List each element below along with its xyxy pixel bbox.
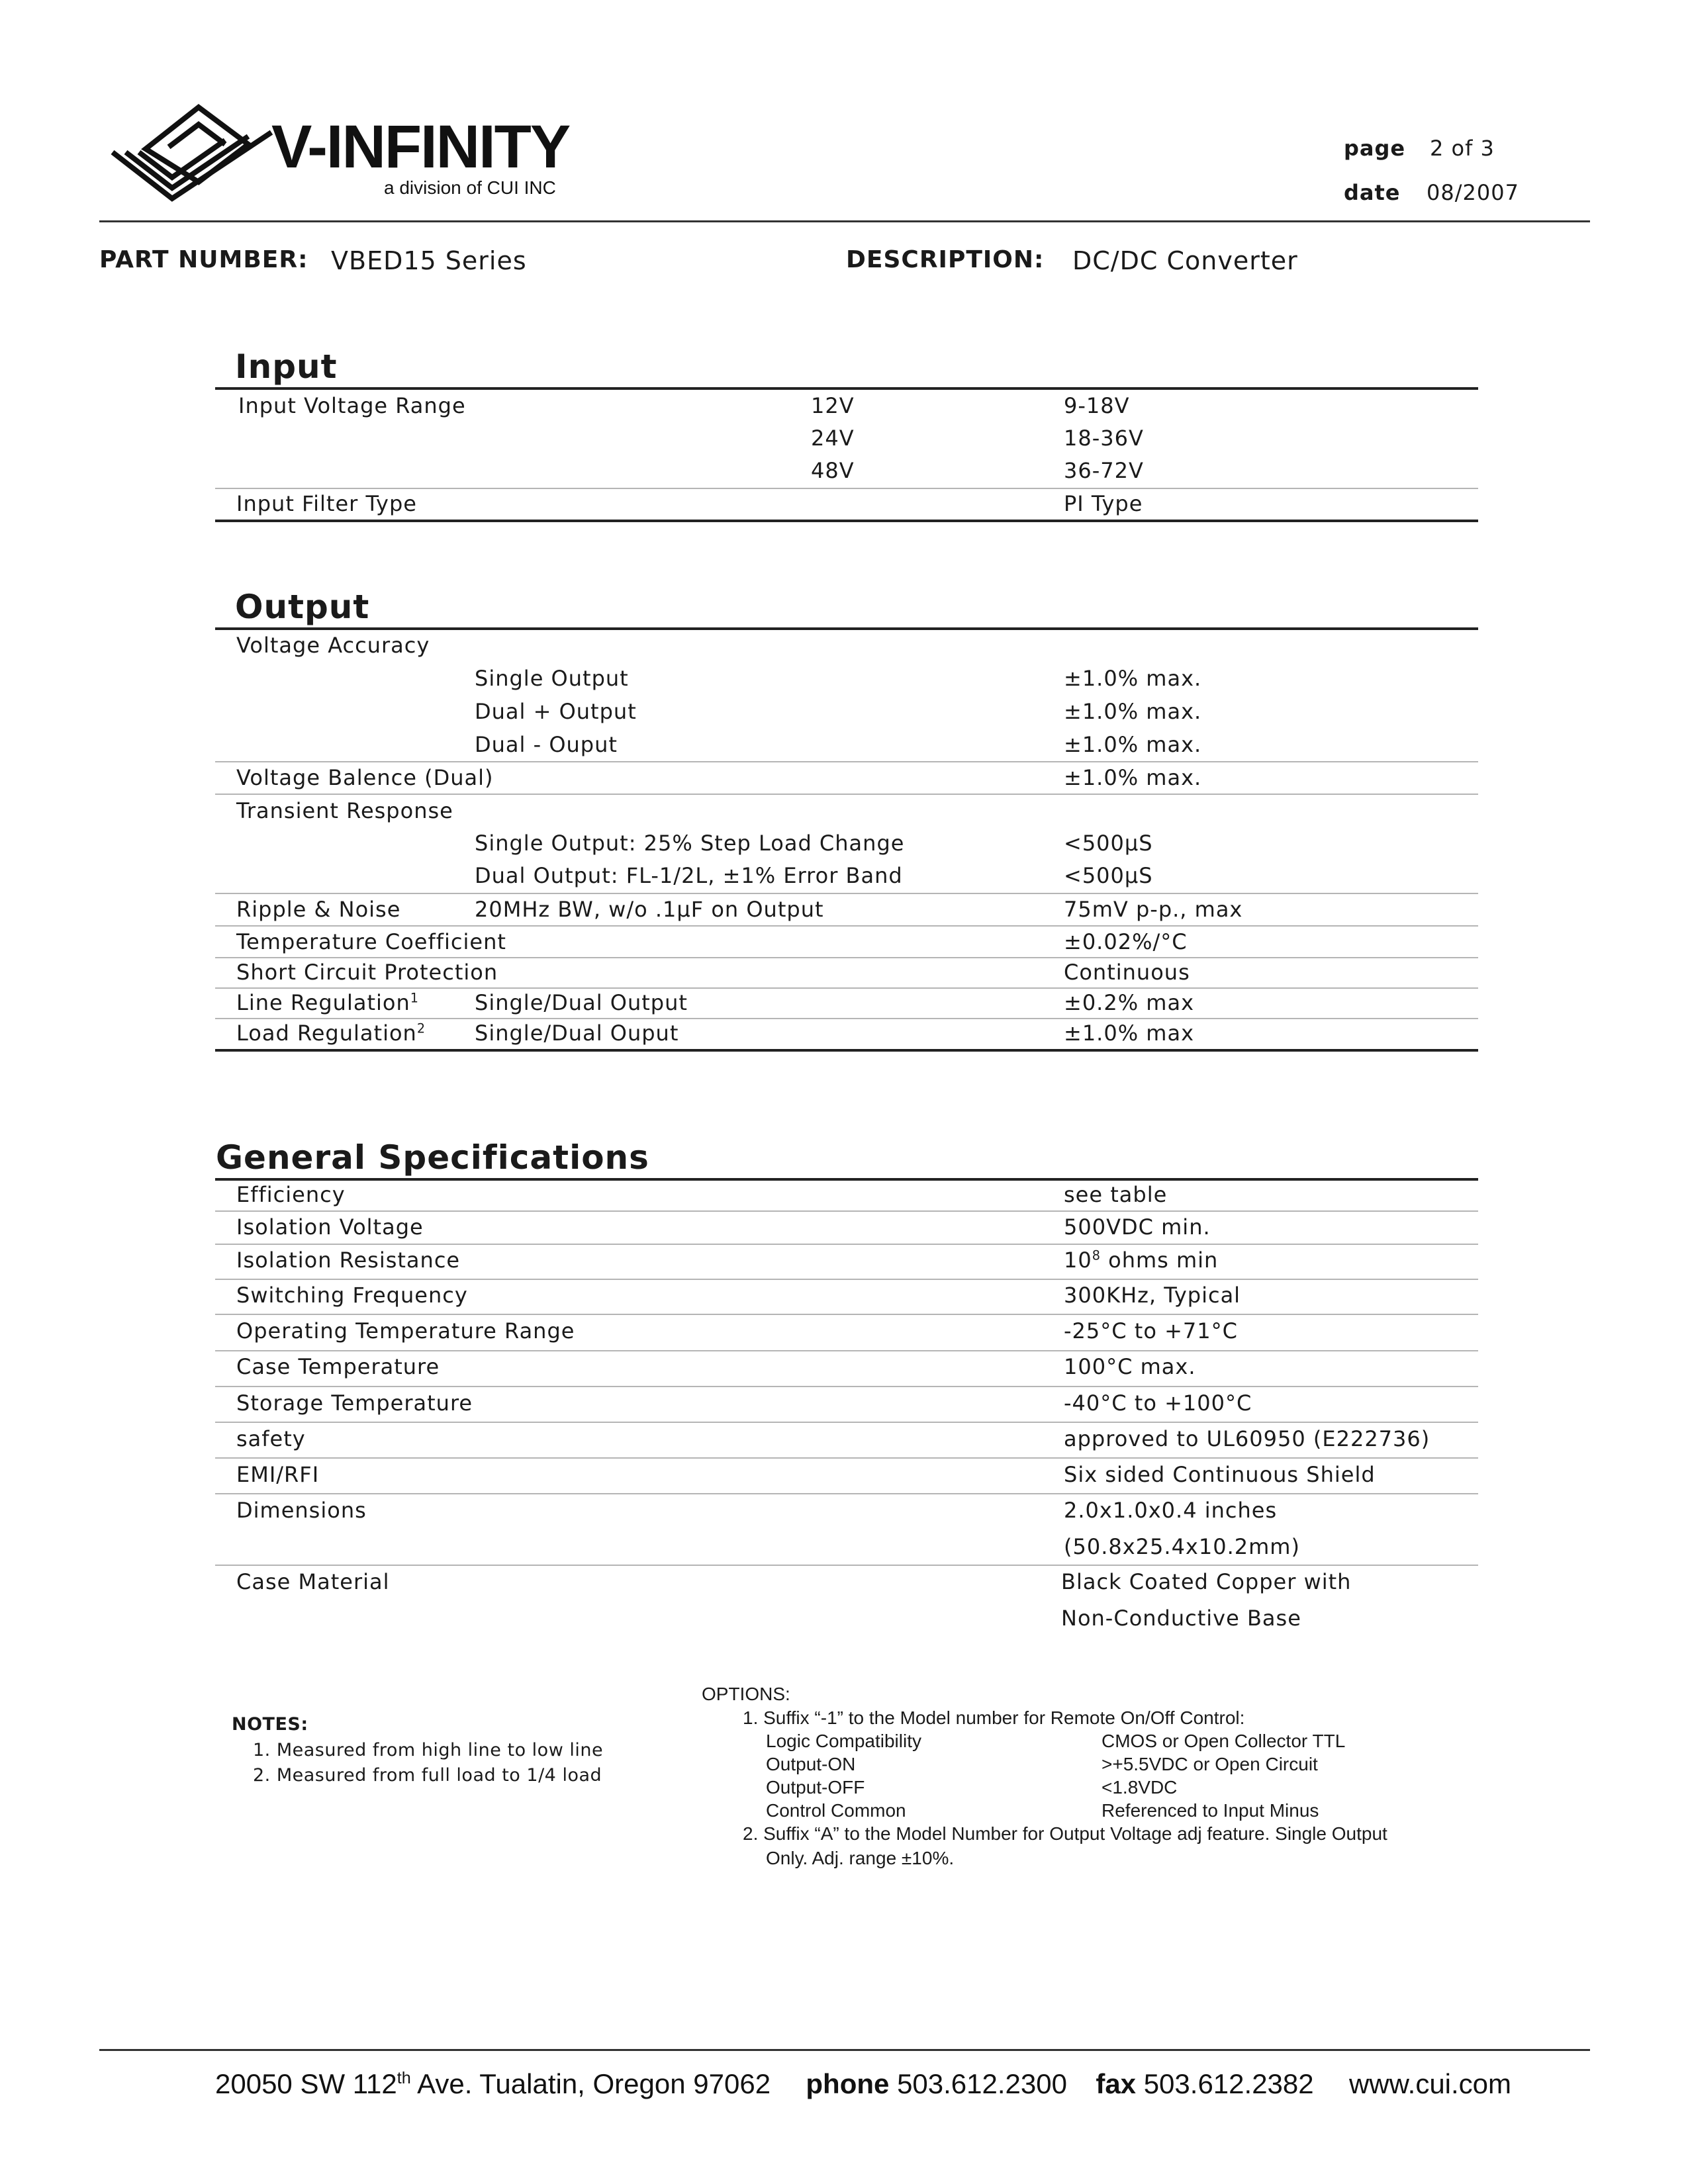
- spec-dimensions-value-metric: (50.8x25.4x10.2mm): [1064, 1534, 1300, 1559]
- spec-case-material-value: Black Coated Copper with: [1061, 1569, 1352, 1594]
- accuracy-dual-plus-value: ±1.0% max.: [1064, 699, 1202, 724]
- voltage-balance-value: ±1.0% max.: [1064, 765, 1202, 790]
- spec-storage-temp-value: -40°C to +100°C: [1064, 1390, 1252, 1416]
- spec-dimensions-label: Dimensions: [236, 1498, 367, 1523]
- option-2: 2. Suffix “A” to the Model Number for Output Voltage adj feature. Single Output: [743, 1823, 1387, 1844]
- input-row-divider: [215, 488, 1478, 489]
- description-label: DESCRIPTION:: [846, 246, 1045, 273]
- short-circuit-value: Continuous: [1064, 960, 1190, 985]
- option-common-value: Referenced to Input Minus: [1102, 1800, 1319, 1821]
- temp-coefficient-value: ±0.02%/°C: [1064, 929, 1188, 954]
- spec-isolation-resistance-value: $10^8$ ohms min: [1064, 1248, 1219, 1273]
- footer-website-link[interactable]: www.cui.com: [1348, 2068, 1512, 2099]
- part-number-label: PART NUMBER:: [99, 246, 308, 273]
- footer-address: 20050 SW 112th Ave. Tualatin, Oregon 97062: [215, 2068, 771, 2099]
- spec-operating-temp-label: Operating Temperature Range: [236, 1318, 575, 1343]
- part-number-value: VBED15 Series: [331, 246, 527, 275]
- voltage-balance-label: Voltage Balence (Dual): [236, 765, 494, 790]
- output-section-title: Output: [235, 588, 370, 626]
- page-label: page: [1344, 136, 1406, 161]
- option-2-continued: Only. Adj. range ±10%.: [766, 1848, 955, 1868]
- option-on-value: >+5.5VDC or Open Circuit: [1102, 1754, 1318, 1774]
- input-filter-value: PI Type: [1064, 491, 1143, 516]
- note-2: 2. Measured from full load to 1/4 load: [253, 1765, 602, 1786]
- output-divider-6: [215, 987, 1478, 989]
- notes-title: NOTES:: [232, 1714, 308, 1735]
- voltage-accuracy-label: Voltage Accuracy: [236, 633, 430, 658]
- load-regulation-label: Load Regulation$^2$: [236, 1021, 426, 1046]
- output-divider-3: [215, 893, 1478, 894]
- spec-switching-frequency-value: 300KHz, Typical: [1064, 1283, 1241, 1308]
- output-divider-7: [215, 1018, 1478, 1019]
- output-divider-5: [215, 957, 1478, 958]
- footer-phone: 503.612.2300: [897, 2068, 1067, 2099]
- spec-safety-value: approved to UL60950 (E222736): [1064, 1426, 1430, 1451]
- input-bottom-rule: [215, 520, 1478, 522]
- line-regulation-value: ±0.2% max: [1064, 990, 1194, 1015]
- transient-response-label: Transient Response: [236, 798, 453, 823]
- option-logic-value: CMOS or Open Collector TTL: [1102, 1731, 1346, 1751]
- general-divider: [215, 1350, 1478, 1351]
- input-top-rule: [215, 387, 1478, 390]
- accuracy-dual-minus-label: Dual - Ouput: [475, 732, 618, 757]
- general-divider: [215, 1493, 1478, 1494]
- accuracy-single-label: Single Output: [475, 666, 629, 691]
- header-divider: [99, 220, 1590, 222]
- date-value: 08/2007: [1427, 180, 1519, 205]
- spec-emi-label: EMI/RFI: [236, 1462, 320, 1487]
- transient-dual-label: Dual Output: FL-1/2L, ±1% Error Band: [475, 863, 903, 888]
- accuracy-dual-minus-value: ±1.0% max.: [1064, 732, 1202, 757]
- footer-fax-label: fax: [1096, 2068, 1137, 2099]
- general-divider: [215, 1244, 1478, 1245]
- output-divider-4: [215, 925, 1478, 927]
- general-divider: [215, 1386, 1478, 1387]
- ripple-noise-label: Ripple & Noise: [236, 897, 401, 922]
- note-1: 1. Measured from high line to low line: [253, 1740, 604, 1760]
- transient-dual-value: <500µS: [1064, 863, 1153, 888]
- general-top-rule: [215, 1178, 1478, 1181]
- spec-dimensions-value: 2.0x1.0x0.4 inches: [1064, 1498, 1278, 1523]
- output-bottom-rule: [215, 1049, 1478, 1052]
- spec-operating-temp-value: -25°C to +71°C: [1064, 1318, 1238, 1343]
- note-ref-1: 1: [410, 990, 419, 1006]
- note-ref-2: 2: [416, 1021, 426, 1036]
- footer-contact: [215, 2068, 1511, 2100]
- accuracy-single-value: ±1.0% max.: [1064, 666, 1202, 691]
- spec-safety-label: safety: [236, 1426, 306, 1451]
- general-divider: [215, 1314, 1478, 1315]
- option-off-value: <1.8VDC: [1102, 1777, 1178, 1797]
- option-logic-label: Logic Compatibility: [766, 1731, 921, 1751]
- logo: [106, 99, 583, 205]
- load-regulation-value: ±1.0% max: [1064, 1021, 1194, 1046]
- input-range-24v: 18-36V: [1064, 426, 1144, 451]
- general-section-title: General Specifications: [216, 1138, 649, 1177]
- spec-case-material-value-2: Non-Conductive Base: [1061, 1606, 1301, 1631]
- page-value: 2 of 3: [1430, 136, 1495, 161]
- description-value: DC/DC Converter: [1072, 246, 1298, 275]
- spec-efficiency-value: see table: [1064, 1182, 1168, 1207]
- general-divider: [215, 1422, 1478, 1423]
- spec-switching-frequency-label: Switching Frequency: [236, 1283, 468, 1308]
- short-circuit-label: Short Circuit Protection: [236, 960, 498, 985]
- option-off-label: Output-OFF: [766, 1777, 865, 1797]
- ripple-noise-value: 75mV p-p., max: [1064, 897, 1243, 922]
- temp-coefficient-label: Temperature Coefficient: [236, 929, 506, 954]
- spec-storage-temp-label: Storage Temperature: [236, 1390, 473, 1416]
- spec-isolation-voltage-value: 500VDC min.: [1064, 1214, 1211, 1240]
- spec-isolation-voltage-label: Isolation Voltage: [236, 1214, 424, 1240]
- output-divider-2: [215, 794, 1478, 795]
- line-regulation-condition: Single/Dual Output: [475, 990, 688, 1015]
- load-regulation-condition: Single/Dual Ouput: [475, 1021, 679, 1046]
- input-range-12v: 9-18V: [1064, 393, 1130, 418]
- division-text: a division of CUI INC: [384, 177, 556, 198]
- output-top-rule: [215, 627, 1478, 630]
- spec-case-temp-label: Case Temperature: [236, 1354, 440, 1379]
- input-range-48v: 36-72V: [1064, 458, 1144, 483]
- option-1: 1. Suffix “-1” to the Model number for Remote On/Off Control:: [743, 1707, 1245, 1728]
- input-nominal-48v: 48V: [811, 458, 855, 483]
- accuracy-dual-plus-label: Dual + Output: [475, 699, 637, 724]
- ripple-noise-condition: 20MHz BW, w/o .1µF on Output: [475, 897, 824, 922]
- footer-phone-label: phone: [806, 2068, 890, 2099]
- spec-case-material-label: Case Material: [236, 1569, 390, 1594]
- input-section-title: Input: [235, 347, 338, 386]
- spec-isolation-resistance-label: Isolation Resistance: [236, 1248, 461, 1273]
- option-on-label: Output-ON: [766, 1754, 856, 1774]
- line-regulation-label: Line Regulation$^1$: [236, 990, 419, 1015]
- footer-divider: [99, 2049, 1590, 2051]
- spec-case-temp-value: 100°C max.: [1064, 1354, 1196, 1379]
- option-common-label: Control Common: [766, 1800, 906, 1821]
- brand-name: V-INFINITY: [271, 113, 570, 181]
- input-voltage-range-label: Input Voltage Range: [238, 393, 466, 418]
- v-infinity-logo-icon: [106, 99, 285, 205]
- general-divider: [215, 1457, 1478, 1459]
- transient-single-value: <500µS: [1064, 831, 1153, 856]
- general-divider: [215, 1210, 1478, 1212]
- input-nominal-12v: 12V: [811, 393, 855, 418]
- transient-single-label: Single Output: 25% Step Load Change: [475, 831, 905, 856]
- date-label: date: [1344, 180, 1401, 205]
- output-divider-1: [215, 761, 1478, 762]
- input-nominal-24v: 24V: [811, 426, 855, 451]
- general-divider: [215, 1565, 1478, 1566]
- input-filter-label: Input Filter Type: [236, 491, 417, 516]
- footer-fax: 503.612.2382: [1143, 2068, 1314, 2099]
- spec-efficiency-label: Efficiency: [236, 1182, 346, 1207]
- options-title: OPTIONS:: [702, 1684, 790, 1704]
- general-divider: [215, 1279, 1478, 1280]
- spec-emi-value: Six sided Continuous Shield: [1064, 1462, 1376, 1487]
